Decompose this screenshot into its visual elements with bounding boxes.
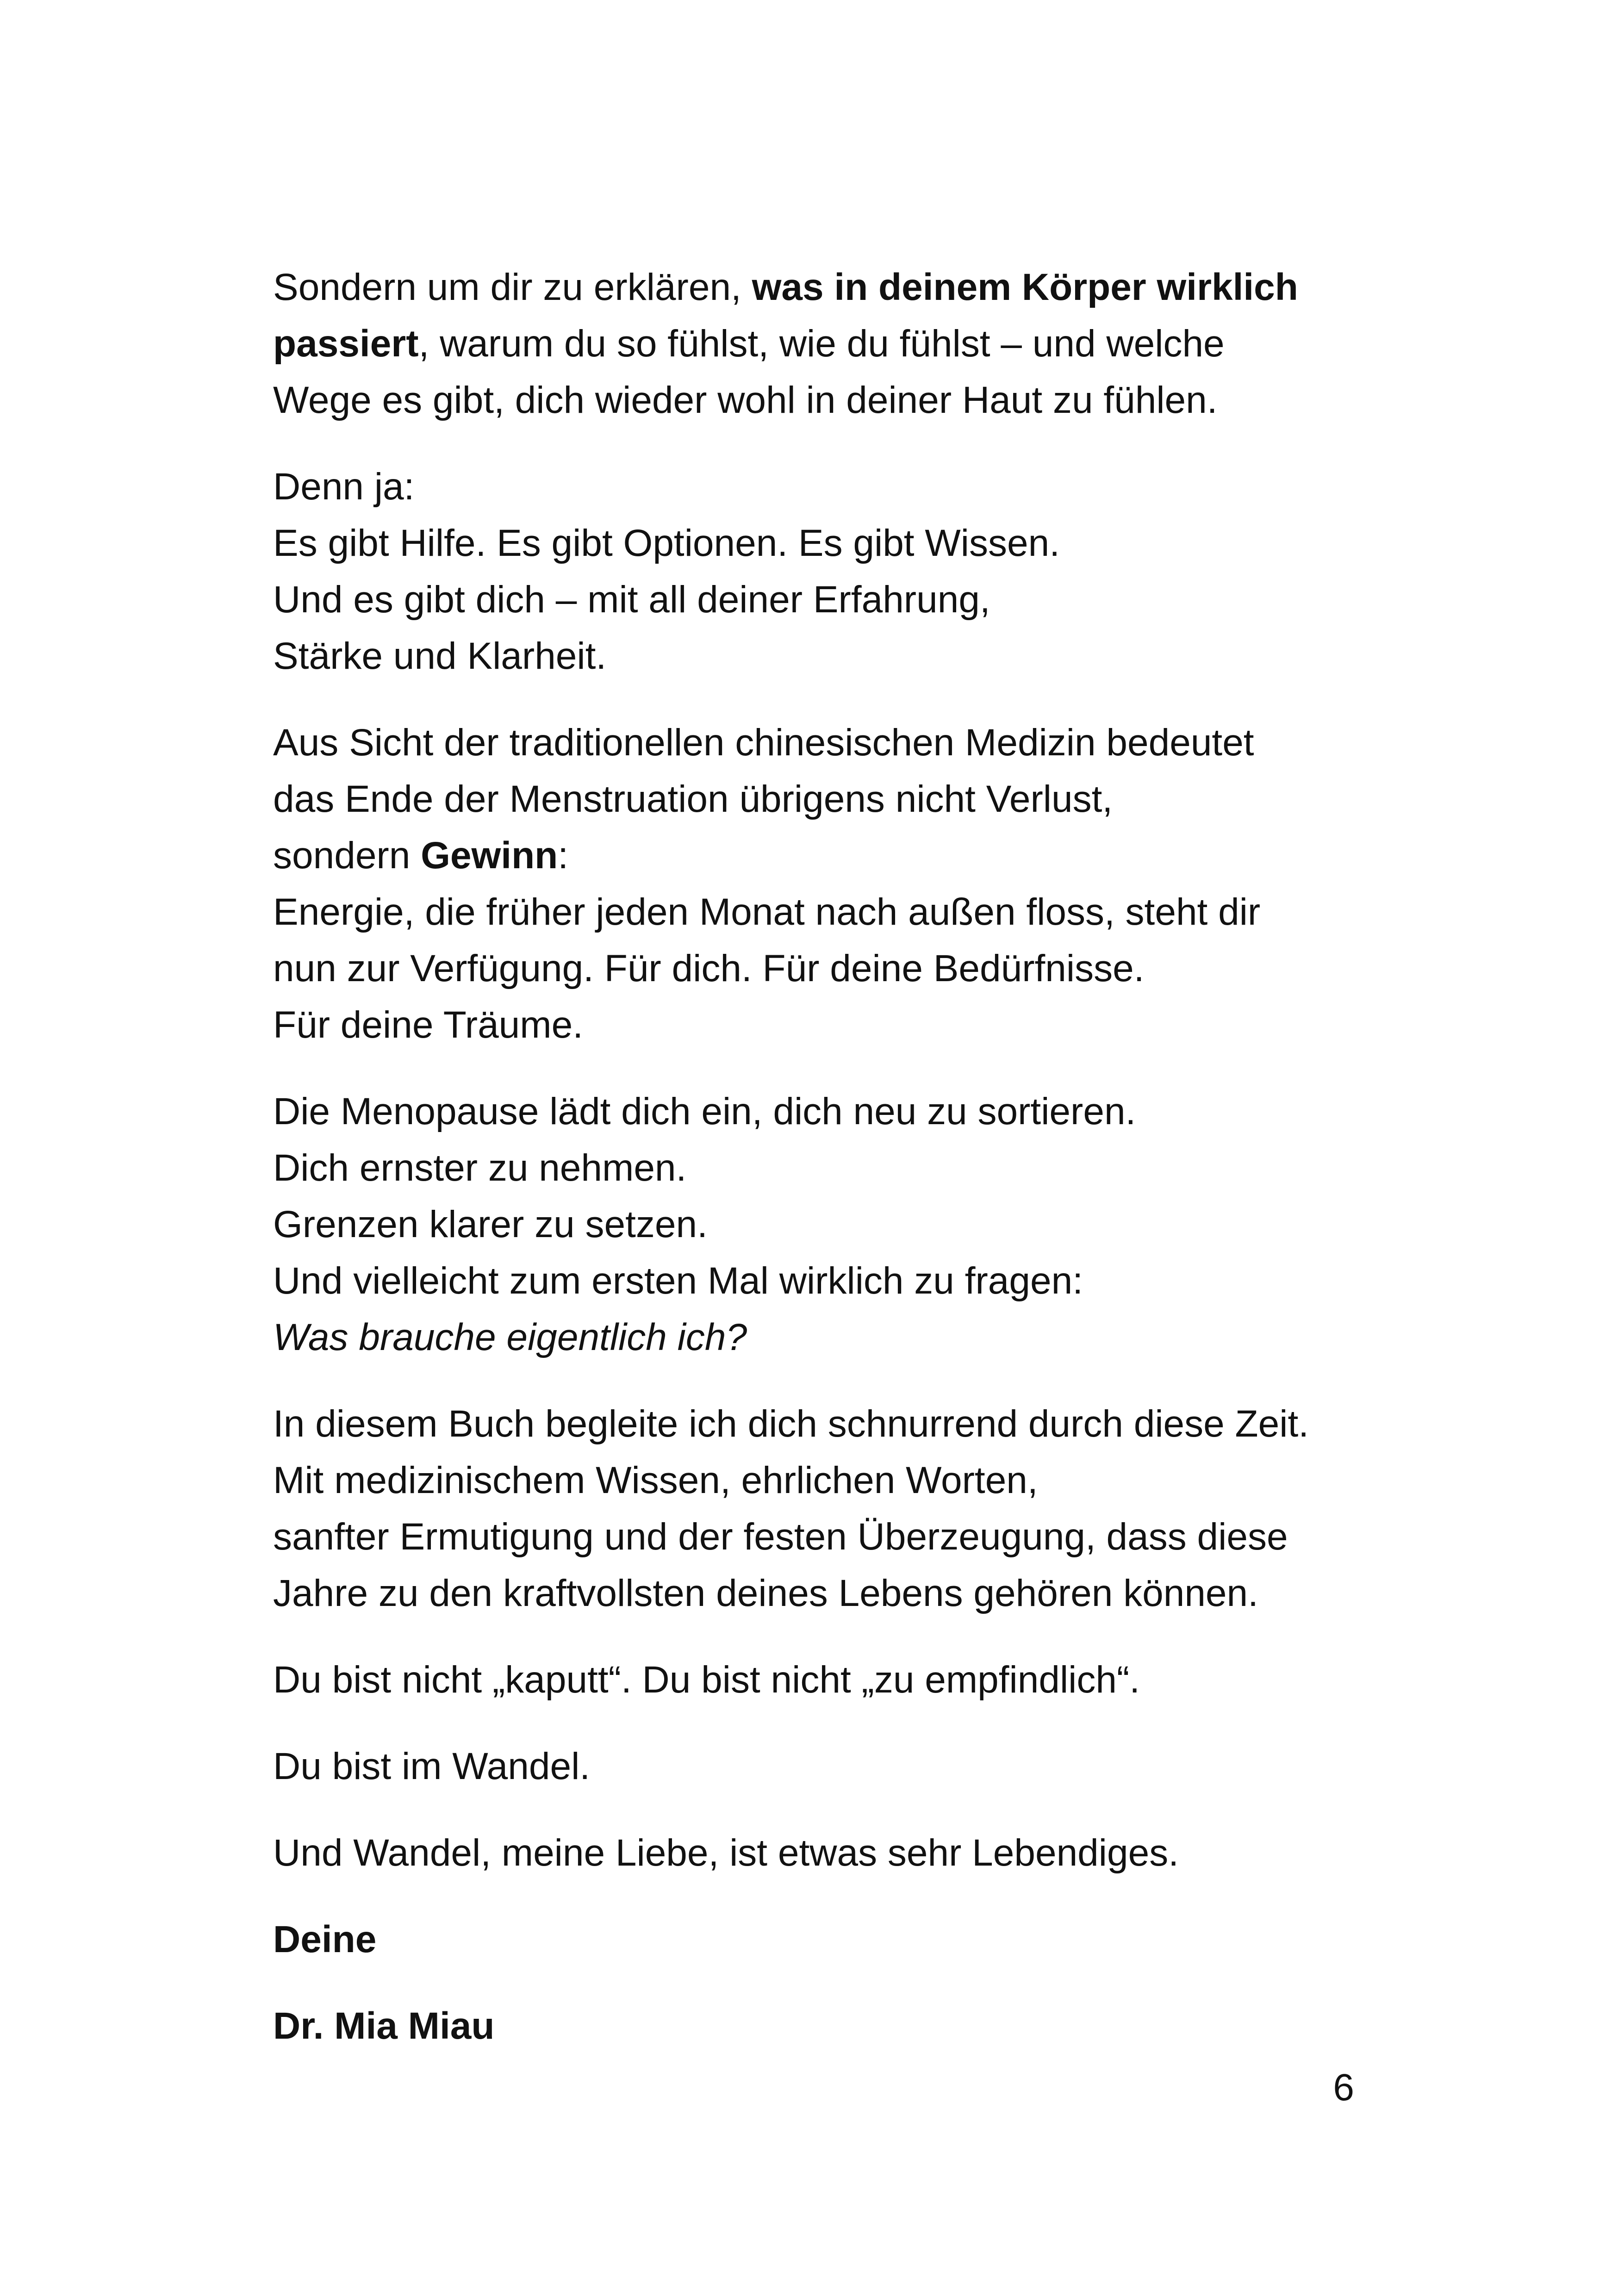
signature-name: Dr. Mia Miau [273, 2005, 495, 2047]
paragraph-tcm [273, 715, 1365, 1053]
bold-text: passiert [273, 323, 419, 365]
text-span: Sondern um dir zu erklären, [273, 266, 752, 308]
paragraph-denn-ja [273, 459, 1365, 684]
closing-text: Deine [273, 1918, 377, 1960]
bold-text: was in deinem Körper wirklich [752, 266, 1298, 308]
text-line: Grenzen klarer zu setzen. [273, 1203, 708, 1245]
text-line: Und Wandel, meine Liebe, ist etwas sehr Lebendiges. [273, 1832, 1179, 1874]
text-line: Und vielleicht zum ersten Mal wirklich zu fragen: [273, 1260, 1083, 1302]
paragraph-kaputt [273, 1652, 1365, 1708]
body-text [273, 259, 1365, 2084]
text-line [273, 316, 1365, 372]
text-span: , warum du so fühlst, wie du fühlst – und welche [418, 323, 1225, 365]
text-line: Du bist nicht „kaputt“. Du bist nicht „zu empfindlich“. [273, 1659, 1140, 1701]
text-line [273, 259, 1365, 316]
paragraph-wandel [273, 1738, 1365, 1795]
text-line: Für deine Träume. [273, 1004, 583, 1046]
signature [273, 1998, 1365, 2054]
paragraph-lebendig [273, 1825, 1365, 1881]
text-line [273, 828, 1365, 884]
text-line: Aus Sicht der traditionellen chinesischen Medizin bedeutet [273, 722, 1254, 764]
page-number: 6 [1333, 2066, 1354, 2109]
text-line: Denn ja: [273, 466, 415, 508]
text-line: Wege es gibt, dich wieder wohl in deiner Haut zu fühlen. [273, 379, 1218, 421]
text-line: das Ende der Menstruation übrigens nicht Verlust, [273, 778, 1113, 820]
paragraph-intro [273, 259, 1365, 429]
bold-text: Gewinn [421, 834, 558, 877]
text-line: Dich ernster zu nehmen. [273, 1147, 687, 1189]
text-line: Stärke und Klarheit. [273, 635, 607, 677]
closing [273, 1911, 1365, 1968]
paragraph-menopause [273, 1083, 1365, 1366]
text-line: Energie, die früher jeden Monat nach außen floss, steht dir [273, 891, 1261, 933]
text-span: : [558, 834, 569, 877]
text-line: Es gibt Hilfe. Es gibt Optionen. Es gibt Wissen. [273, 522, 1060, 564]
text-line: sanfter Ermutigung und der festen Überzeugung, dass diese [273, 1516, 1288, 1558]
text-line: Mit medizinischem Wissen, ehrlichen Worten, [273, 1459, 1038, 1501]
paragraph-buch [273, 1396, 1365, 1622]
text-line: Du bist im Wandel. [273, 1745, 591, 1787]
italic-question: Was brauche eigentlich ich? [273, 1316, 747, 1358]
text-span: sondern [273, 834, 421, 877]
text-line: nun zur Verfügung. Für dich. Für deine Bedürfnisse. [273, 947, 1145, 989]
text-line: Und es gibt dich – mit all deiner Erfahrung, [273, 579, 990, 621]
text-line: Jahre zu den kraftvollsten deines Lebens gehören können. [273, 1572, 1258, 1614]
text-line: In diesem Buch begleite ich dich schnurrend durch diese Zeit. [273, 1403, 1309, 1445]
text-line: Die Menopause lädt dich ein, dich neu zu sortieren. [273, 1090, 1136, 1132]
